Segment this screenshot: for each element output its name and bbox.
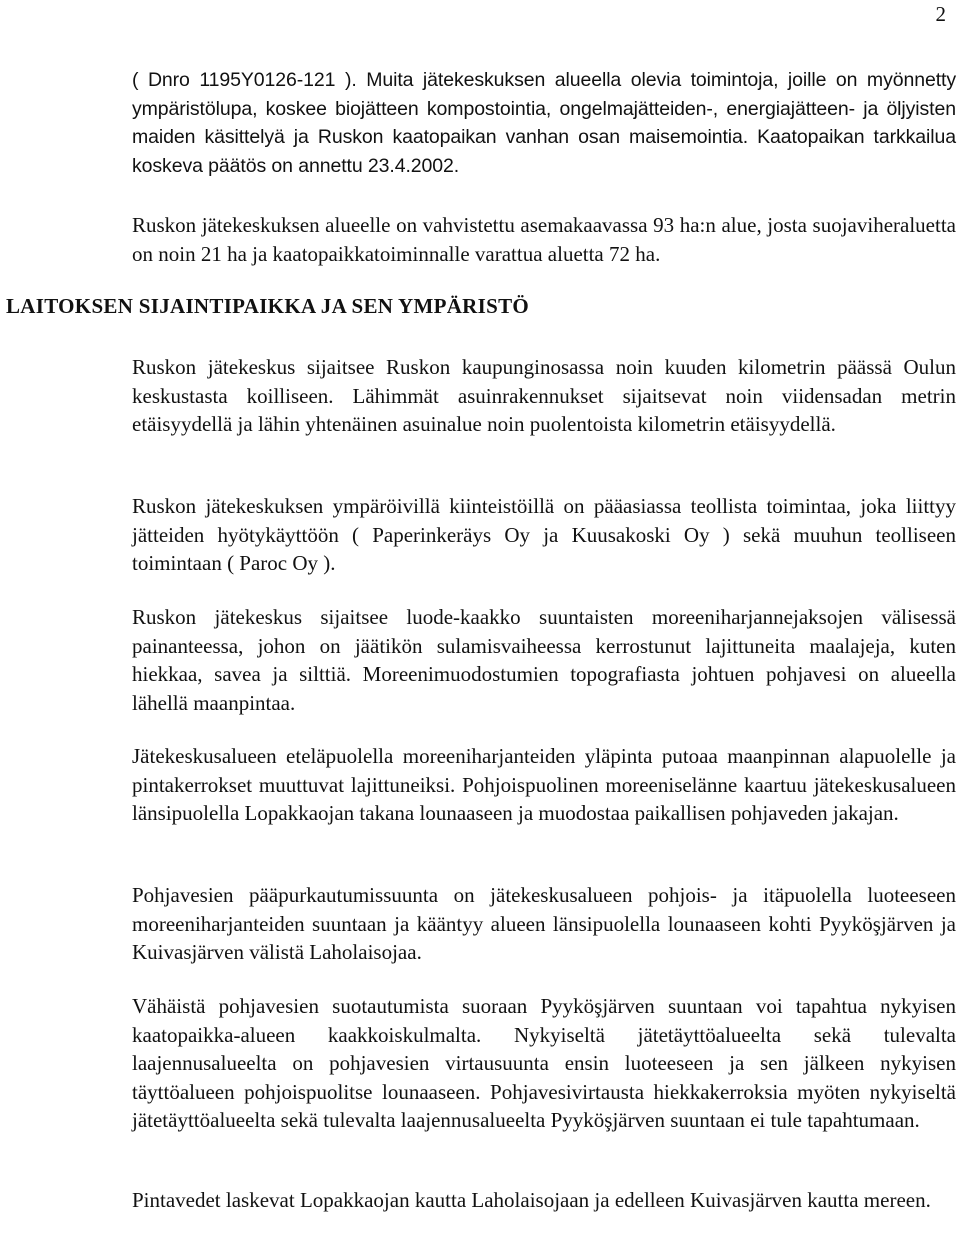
paragraph-seepage: Vähäistä pohjavesien suotautumista suoraan Pyyköşjärven suuntaan voi tapahtua nykyisen kaatopaikka-alueen kaakkoiskulmalta. Nykyiseltä jätetäyttöalueelta sekä tulevalta laajennusalueelta on pohjavesien virtausuunta ensin luoteeseen ja sen jälkeen nykyisen täyttöalueen pohjoispuolitse lounaaseen. Pohjavesivirtausta hiekkakerroksia myöten nykyiseltä jätetäyttöalueelta sekä tulevalta laajennusalueelta Pyyköşjärven suuntaan ei tule tapahtumaan. [132, 994, 956, 1132]
paragraph-surroundings: Ruskon jätekeskuksen ympäröivillä kiinteistöillä on pääasiassa teollista toimintaa, joka liittyy jätteiden hyötykäyttöön ( Paperinkeräys Oy ja Kuusakoski Oy ) sekä muuhun teolliseen toimintaan ( Paroc Oy ). [132, 494, 956, 575]
page-number: 2 [935, 2, 946, 26]
paragraph-groundwater-direction: Pohjavesien pääpurkautumissuunta on jätekeskusalueen pohjois- ja itäpuolella luoteeseen moreeniharjanteiden suuntaan ja kääntyy alueen länsipuolella lounaaseen kohti Pyyköşjärven ja Kuivasjärven välistä Laholaisojaa. [132, 883, 956, 964]
paragraph-moraine: Jätekeskusalueen eteläpuolella moreeniharjanteiden yläpinta putoaa maanpinnan alapuolelle ja pintakerrokset muuttuvat lajittuneiksi. Pohjoispuolinen moreeniselänne kaartuu jätekeskusalueen länsipuolella Lopakkaojan takana lounaaseen ja muodostaa paikallisen pohjaveden jakajan. [132, 744, 956, 825]
paragraph-intro: ( Dnro 1195Y0126-121 ). Muita jätekeskuksen alueella olevia toimintoja, joille on myönnetty ympäristölupa, koskee biojätteen kompostointia, ongelmajätteiden-, energiajätteen- ja öljyisten maiden käsittelyä ja Ruskon kaatopaikan vanhan osan maisemointia. Kaatopaikan tarkkailua koskeva päätös on annettu 23.4.2002. [132, 69, 956, 177]
paragraph-surface-water: Pintavedet laskevat Lopakkaojan kautta Laholaisojaan ja edelleen Kuivasjärven kautta mereen. [132, 1188, 931, 1212]
paragraph-location: Ruskon jätekeskus sijaitsee Ruskon kaupunginosassa noin kuuden kilometrin päässä Oulun keskustasta koilliseen. Lähimmät asuinrakennukset sijaitsevat noin viidensadan metrin etäisyydellä ja lähin yhtenäinen asuinalue noin puolentoista kilometrin etäisyydellä. [132, 355, 956, 436]
paragraph-geology: Ruskon jätekeskus sijaitsee luode-kaakko suuntaisten moreeniharjannejaksojen välisessä painanteessa, johon on jäätikön sulamisvaiheessa kerrostunut lajittuneita maalajeja, kuten hiekkaa, savea ja silttiä. Moreenimuodostumien topografiasta johtuen pohjavesi on alueella lähellä maanpintaa. [132, 605, 956, 715]
section-heading: LAITOKSEN SIJAINTIPAIKKA JA SEN YMPÄRISTÖ [6, 294, 530, 318]
paragraph-area: Ruskon jätekeskuksen alueelle on vahvistettu asemakaavassa 93 ha:n alue, josta suojaviheraluetta on noin 21 ha ja kaatopaikkatoiminnalle varattua aluetta 72 ha. [132, 213, 956, 266]
